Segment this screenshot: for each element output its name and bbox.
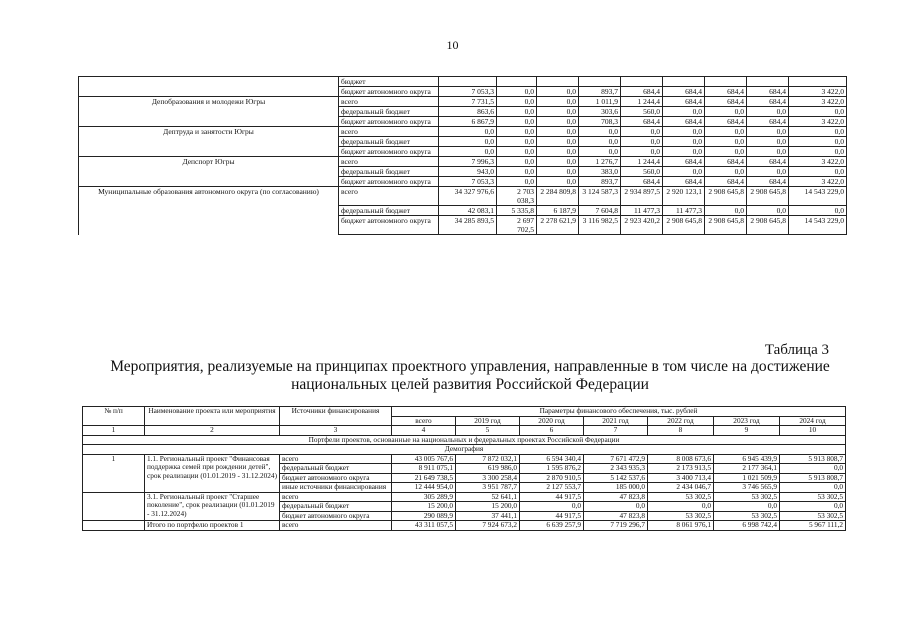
value-cell: 3 422,0 (789, 97, 847, 107)
value-cell: 1 276,7 (579, 157, 621, 167)
value-cell: 2 908 645,8 (705, 187, 747, 206)
value-cell (497, 77, 537, 87)
funding-source: всего (280, 521, 392, 531)
value-cell: 560,0 (621, 167, 663, 177)
value-cell: 0,0 (439, 137, 497, 147)
funding-source: всего (339, 97, 439, 107)
header-year: всего (392, 416, 456, 426)
value-cell: 0,0 (789, 206, 847, 216)
value-cell: 43 005 767,6 (392, 454, 456, 464)
header-source: Источники финансирования (280, 407, 392, 426)
header-year: 2021 год (584, 416, 648, 426)
value-cell: 0,0 (439, 147, 497, 157)
funding-source: федеральный бюджет (339, 206, 439, 216)
value-cell: 303,6 (579, 107, 621, 117)
value-cell: 42 083,1 (439, 206, 497, 216)
value-cell: 2 284 809,8 (537, 187, 579, 206)
value-cell: 11 477,3 (621, 206, 663, 216)
value-cell: 290 089,9 (392, 511, 456, 521)
value-cell: 0,0 (497, 167, 537, 177)
value-cell: 0,0 (663, 127, 705, 137)
value-cell: 684,4 (663, 87, 705, 97)
funding-source: бюджет автономного округа (339, 177, 439, 187)
value-cell: 7 731,5 (439, 97, 497, 107)
value-cell: 47 823,8 (584, 492, 648, 502)
funding-source: бюджет автономного округа (339, 216, 439, 235)
value-cell: 6 594 340,4 (520, 454, 584, 464)
colnum: 1 (83, 426, 145, 436)
value-cell: 7 924 673,2 (456, 521, 520, 531)
value-cell: 893,7 (579, 177, 621, 187)
department-name (79, 77, 339, 97)
value-cell: 44 917,5 (520, 511, 584, 521)
header-year: 2020 год (520, 416, 584, 426)
value-cell: 863,6 (439, 107, 497, 117)
section-row (83, 445, 846, 455)
value-cell: 2 920 123,1 (663, 187, 705, 206)
value-cell: 8 911 075,1 (392, 464, 456, 474)
value-cell: 7 671 472,9 (584, 454, 648, 464)
value-cell: 3 422,0 (789, 87, 847, 97)
colnum: 6 (520, 426, 584, 436)
header-year: 2024 год (780, 416, 846, 426)
project-name: 1.1. Региональный проект "Финансовая поддержка семей при рождении детей", срок реализации (01.01.2019 - 31.12.2024) (145, 454, 280, 492)
value-cell: 0,0 (537, 87, 579, 97)
column-number-row (83, 426, 846, 436)
value-cell: 0,0 (579, 147, 621, 157)
value-cell: 893,7 (579, 87, 621, 97)
header-row-1 (83, 407, 846, 417)
value-cell: 0,0 (537, 167, 579, 177)
value-cell: 684,4 (747, 157, 789, 167)
value-cell: 15 200,0 (392, 502, 456, 512)
value-cell: 3 124 587,3 (579, 187, 621, 206)
value-cell: 52 641,1 (456, 492, 520, 502)
value-cell: 0,0 (663, 137, 705, 147)
value-cell: 2 173 913,5 (648, 464, 714, 474)
table-row (79, 187, 847, 206)
value-cell: 0,0 (648, 502, 714, 512)
value-cell: 0,0 (789, 147, 847, 157)
funding-source: всего (339, 127, 439, 137)
value-cell (663, 77, 705, 87)
value-cell: 185 000,0 (584, 483, 648, 493)
value-cell: 0,0 (621, 147, 663, 157)
value-cell: 0,0 (621, 127, 663, 137)
value-cell: 1 595 876,2 (520, 464, 584, 474)
value-cell: 3 746 565,9 (714, 483, 780, 493)
value-cell: 12 444 954,0 (392, 483, 456, 493)
value-cell: 684,4 (747, 97, 789, 107)
funding-source: иные источники финансирования (280, 483, 392, 493)
value-cell: 684,4 (663, 97, 705, 107)
value-cell: 0,0 (705, 137, 747, 147)
table-row (83, 454, 846, 464)
value-cell: 305 289,9 (392, 492, 456, 502)
value-cell: 53 302,5 (780, 492, 846, 502)
value-cell: 7 053,3 (439, 177, 497, 187)
value-cell: 0,0 (705, 127, 747, 137)
colnum: 8 (648, 426, 714, 436)
value-cell: 0,0 (705, 147, 747, 157)
value-cell: 0,0 (497, 177, 537, 187)
value-cell: 2 870 910,5 (520, 473, 584, 483)
financing-table-departments (78, 76, 847, 235)
value-cell: 5 967 111,2 (780, 521, 846, 531)
value-cell: 0,0 (537, 107, 579, 117)
project-financing-table (82, 406, 846, 531)
value-cell: 0,0 (780, 502, 846, 512)
value-cell: 0,0 (789, 137, 847, 147)
value-cell: 2 127 553,7 (520, 483, 584, 493)
value-cell: 0,0 (780, 464, 846, 474)
value-cell: 0,0 (497, 117, 537, 127)
colnum: 4 (392, 426, 456, 436)
value-cell: 0,0 (520, 502, 584, 512)
total-row (83, 521, 846, 531)
value-cell: 560,0 (621, 107, 663, 117)
value-cell: 2 703 038,3 (497, 187, 537, 206)
value-cell: 3 422,0 (789, 157, 847, 167)
value-cell: 7 719 296,7 (584, 521, 648, 531)
value-cell: 37 441,1 (456, 511, 520, 521)
value-cell: 0,0 (537, 177, 579, 187)
value-cell: 0,0 (537, 97, 579, 107)
value-cell: 0,0 (497, 137, 537, 147)
value-cell: 0,0 (537, 157, 579, 167)
value-cell: 684,4 (621, 177, 663, 187)
department-name: Депобразования и молодежи Югры (79, 97, 339, 127)
total-label: Итого по портфелю проектов 1 (145, 521, 280, 531)
portfolio-row (83, 435, 846, 445)
value-cell: 0,0 (497, 87, 537, 97)
project-number: 1 (83, 454, 145, 492)
value-cell: 3 951 787,7 (456, 483, 520, 493)
value-cell: 5 142 537,6 (584, 473, 648, 483)
value-cell: 0,0 (747, 167, 789, 177)
value-cell: 383,0 (579, 167, 621, 177)
value-cell: 0,0 (789, 127, 847, 137)
value-cell: 2 177 364,1 (714, 464, 780, 474)
value-cell: 6 998 742,4 (714, 521, 780, 531)
value-cell: 34 327 976,6 (439, 187, 497, 206)
value-cell: 2 923 420,2 (621, 216, 663, 235)
funding-source: бюджет автономного округа (280, 473, 392, 483)
value-cell: 0,0 (439, 127, 497, 137)
value-cell: 0,0 (747, 127, 789, 137)
table-row (79, 127, 847, 137)
value-cell (621, 77, 663, 87)
table-title: Мероприятия, реализуемые на принципах проектного управления, направленные в том числе на достижение национальных целей развития Российской Федерации (110, 358, 830, 393)
value-cell: 0,0 (584, 502, 648, 512)
header-name: Наименование проекта или мероприятия (145, 407, 280, 426)
funding-source: федеральный бюджет (280, 502, 392, 512)
value-cell: 2 343 935,3 (584, 464, 648, 474)
funding-source: федеральный бюджет (280, 464, 392, 474)
value-cell: 0,0 (579, 137, 621, 147)
value-cell: 684,4 (705, 157, 747, 167)
value-cell: 7 053,3 (439, 87, 497, 97)
value-cell: 0,0 (497, 147, 537, 157)
value-cell: 3 300 258,4 (456, 473, 520, 483)
value-cell: 0,0 (497, 157, 537, 167)
value-cell: 684,4 (621, 117, 663, 127)
value-cell: 0,0 (705, 206, 747, 216)
value-cell: 684,4 (621, 87, 663, 97)
value-cell: 6 639 257,9 (520, 521, 584, 531)
project-name: 3.1. Региональный проект "Старшее поколение", срок реализации (01.01.2019 - 31.12.2024) (145, 492, 280, 521)
header-year: 2022 год (648, 416, 714, 426)
value-cell: 684,4 (705, 117, 747, 127)
value-cell: 3 422,0 (789, 117, 847, 127)
value-cell: 5 335,8 (497, 206, 537, 216)
value-cell: 14 543 229,0 (789, 216, 847, 235)
colnum: 9 (714, 426, 780, 436)
value-cell: 0,0 (537, 127, 579, 137)
section-title: Демография (83, 445, 846, 455)
funding-source: всего (339, 157, 439, 167)
value-cell: 2 908 645,8 (747, 187, 789, 206)
value-cell: 0,0 (780, 483, 846, 493)
value-cell: 943,0 (439, 167, 497, 177)
funding-source: бюджет автономного округа (339, 117, 439, 127)
value-cell: 0,0 (663, 147, 705, 157)
page-number: 10 (446, 38, 459, 52)
value-cell: 43 311 057,5 (392, 521, 456, 531)
value-cell: 684,4 (705, 97, 747, 107)
value-cell (579, 77, 621, 87)
header-params: Параметры финансового обеспечения, тыс. рублей (392, 407, 846, 417)
value-cell: 0,0 (714, 502, 780, 512)
value-cell: 684,4 (705, 177, 747, 187)
funding-source: федеральный бюджет (339, 107, 439, 117)
value-cell: 2 278 621,9 (537, 216, 579, 235)
project-number (83, 521, 145, 531)
funding-source: бюджет автономного округа (339, 147, 439, 157)
colnum: 5 (456, 426, 520, 436)
value-cell: 5 913 808,7 (780, 473, 846, 483)
department-name: Дептруда и занятости Югры (79, 127, 339, 157)
value-cell: 684,4 (747, 177, 789, 187)
portfolio-title: Портфели проектов, основанные на национальных и федеральных проектах Российской Федерации (83, 435, 846, 445)
colnum: 3 (280, 426, 392, 436)
value-cell: 0,0 (537, 137, 579, 147)
value-cell: 708,3 (579, 117, 621, 127)
funding-source: всего (339, 187, 439, 206)
value-cell: 53 302,5 (780, 511, 846, 521)
value-cell: 2 908 645,8 (663, 216, 705, 235)
value-cell (439, 77, 497, 87)
value-cell: 21 649 738,5 (392, 473, 456, 483)
value-cell: 8 008 673,6 (648, 454, 714, 464)
value-cell: 0,0 (497, 97, 537, 107)
value-cell: 619 986,0 (456, 464, 520, 474)
project-number (83, 492, 145, 521)
header-year: 2023 год (714, 416, 780, 426)
colnum: 10 (780, 426, 846, 436)
value-cell: 47 823,8 (584, 511, 648, 521)
funding-source: бюджет (339, 77, 439, 87)
department-name: Депспорт Югры (79, 157, 339, 187)
colnum: 7 (584, 426, 648, 436)
value-cell: 0,0 (537, 117, 579, 127)
value-cell: 684,4 (663, 117, 705, 127)
value-cell: 2 697 702,5 (497, 216, 537, 235)
table-row (79, 157, 847, 167)
value-cell: 0,0 (705, 167, 747, 177)
value-cell: 1 021 509,9 (714, 473, 780, 483)
value-cell: 0,0 (789, 107, 847, 117)
value-cell: 684,4 (747, 87, 789, 97)
value-cell: 2 908 645,8 (705, 216, 747, 235)
funding-source: всего (280, 454, 392, 464)
value-cell: 3 422,0 (789, 177, 847, 187)
value-cell: 0,0 (747, 107, 789, 117)
value-cell: 0,0 (497, 107, 537, 117)
value-cell: 53 302,5 (648, 492, 714, 502)
value-cell: 0,0 (663, 167, 705, 177)
value-cell: 3 400 713,4 (648, 473, 714, 483)
department-name: Муниципальные образования автономного округа (по согласованию) (79, 187, 339, 235)
value-cell: 53 302,5 (648, 511, 714, 521)
value-cell: 684,4 (705, 87, 747, 97)
value-cell: 11 477,3 (663, 206, 705, 216)
funding-source: бюджет автономного округа (339, 87, 439, 97)
value-cell: 0,0 (789, 167, 847, 177)
value-cell: 53 302,5 (714, 492, 780, 502)
value-cell: 684,4 (747, 117, 789, 127)
value-cell (789, 77, 847, 87)
funding-source: федеральный бюджет (339, 137, 439, 147)
table-caption: Таблица 3 (764, 342, 829, 358)
table-row (83, 492, 846, 502)
value-cell: 6 187,9 (537, 206, 579, 216)
value-cell: 684,4 (663, 157, 705, 167)
value-cell: 7 604,8 (579, 206, 621, 216)
value-cell: 15 200,0 (456, 502, 520, 512)
value-cell: 0,0 (621, 137, 663, 147)
value-cell: 6 945 439,9 (714, 454, 780, 464)
header-num: № п/п (83, 407, 145, 426)
value-cell (705, 77, 747, 87)
value-cell: 7 996,3 (439, 157, 497, 167)
value-cell: 53 302,5 (714, 511, 780, 521)
value-cell: 2 908 645,8 (747, 216, 789, 235)
value-cell: 1 244,4 (621, 97, 663, 107)
value-cell: 44 917,5 (520, 492, 584, 502)
value-cell: 0,0 (579, 127, 621, 137)
value-cell: 2 934 897,5 (621, 187, 663, 206)
funding-source: всего (280, 492, 392, 502)
value-cell: 1 244,4 (621, 157, 663, 167)
value-cell (747, 77, 789, 87)
colnum: 2 (145, 426, 280, 436)
value-cell: 0,0 (747, 147, 789, 157)
value-cell: 0,0 (747, 206, 789, 216)
table-row (79, 77, 847, 87)
value-cell: 34 285 893,5 (439, 216, 497, 235)
value-cell: 1 011,9 (579, 97, 621, 107)
value-cell: 0,0 (663, 107, 705, 117)
header-year: 2019 год (456, 416, 520, 426)
value-cell: 7 872 032,1 (456, 454, 520, 464)
funding-source: федеральный бюджет (339, 167, 439, 177)
value-cell: 0,0 (705, 107, 747, 117)
value-cell: 0,0 (497, 127, 537, 137)
value-cell: 14 543 229,0 (789, 187, 847, 206)
funding-source: бюджет автономного округа (280, 511, 392, 521)
value-cell: 2 434 046,7 (648, 483, 714, 493)
value-cell: 0,0 (537, 147, 579, 157)
value-cell: 8 061 976,1 (648, 521, 714, 531)
value-cell: 684,4 (663, 177, 705, 187)
value-cell (537, 77, 579, 87)
value-cell: 0,0 (747, 137, 789, 147)
table-row (79, 97, 847, 107)
value-cell: 3 116 982,5 (579, 216, 621, 235)
value-cell: 6 867,9 (439, 117, 497, 127)
value-cell: 5 913 808,7 (780, 454, 846, 464)
